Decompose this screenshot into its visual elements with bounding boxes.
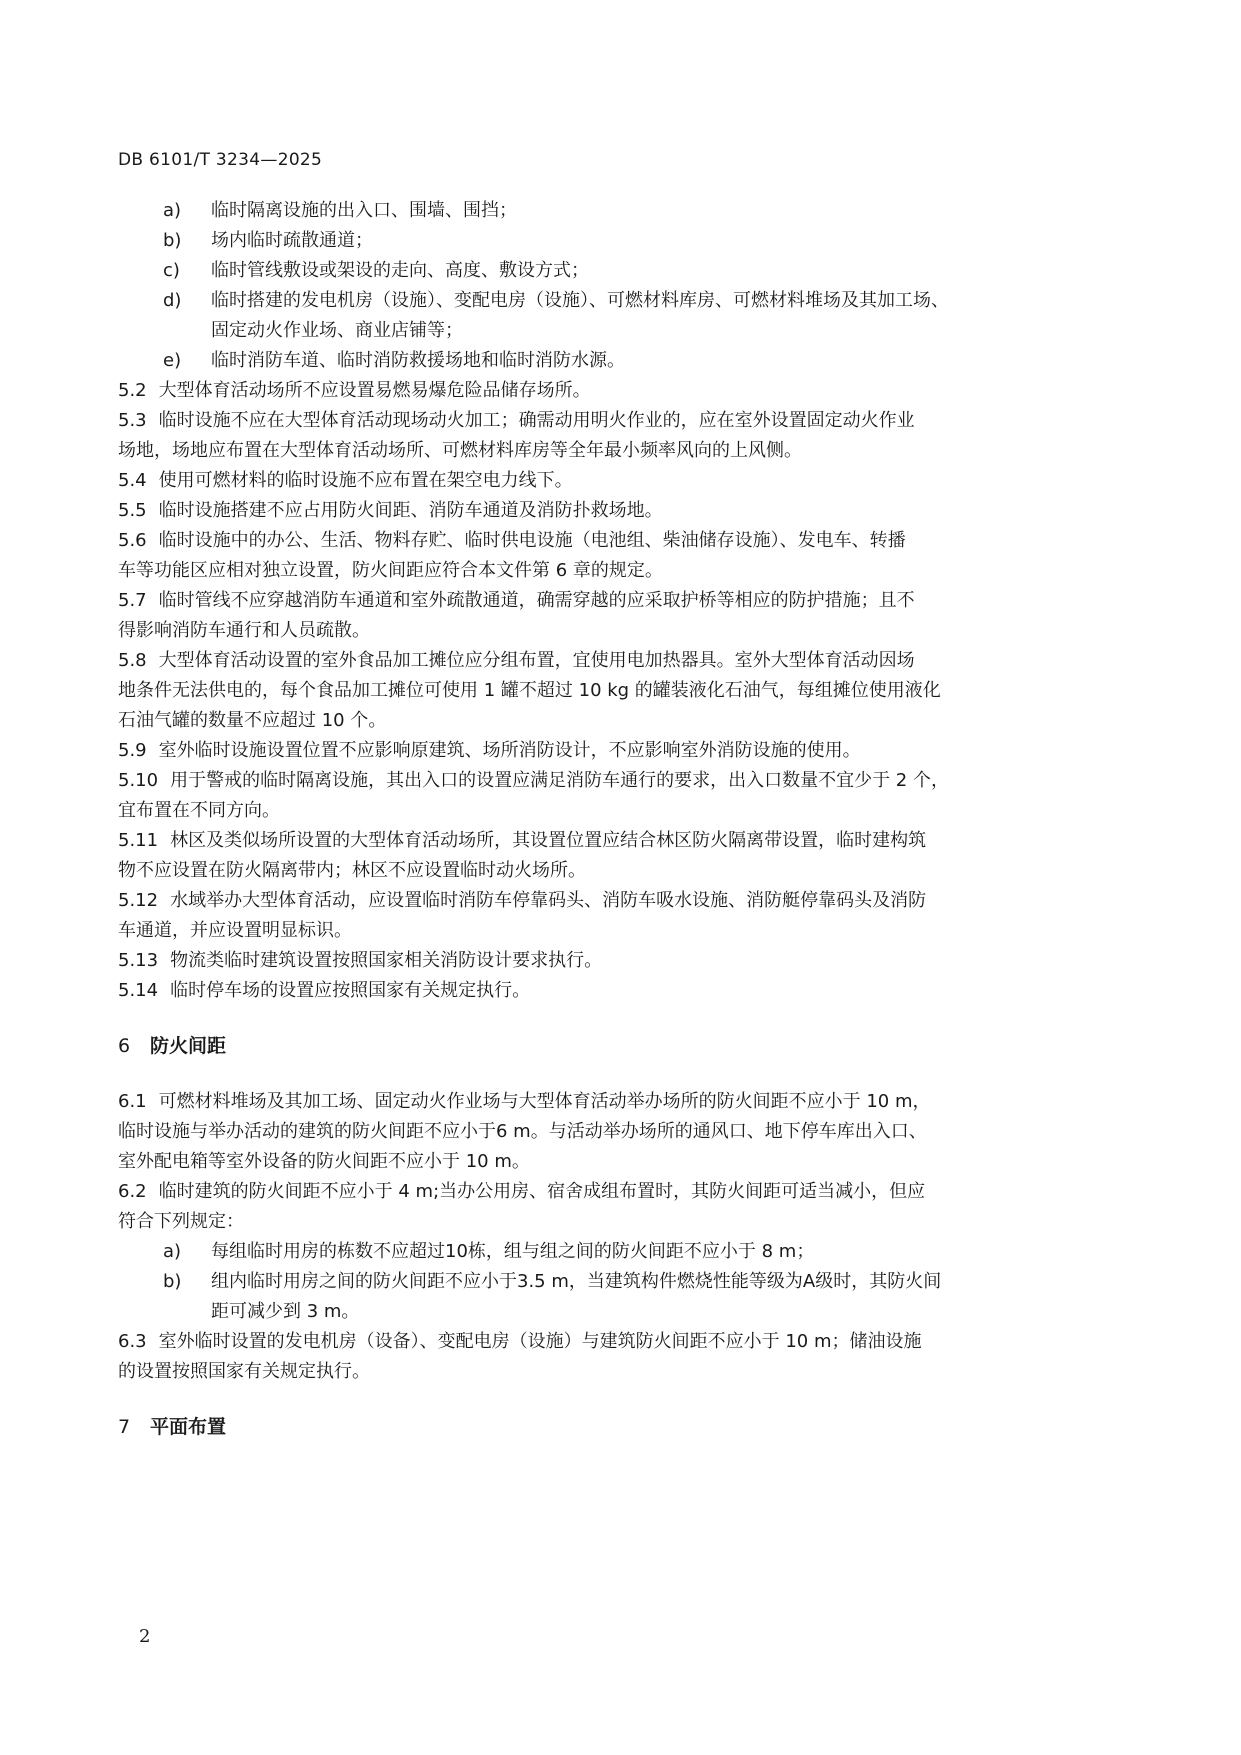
clause-number: 5.8 [118, 650, 147, 671]
clause-5-4: 5.4 使用可燃材料的临时设施不应布置在架空电力线下。 [118, 466, 1098, 496]
clause-5-11: 5.11 林区及类似场所设置的大型体育活动场所，其设置位置应结合林区防火隔离带设置，临时建构筑 物不应设置在防火隔离带内；林区不应设置临时动火场所。 [118, 826, 1098, 886]
clause-5-10: 5.10 用于警戒的临时隔离设施，其出入口的设置应满足消防车通行的要求，出入口数量不宜少于 2 个， 宜布置在不同方向。 [118, 766, 1098, 826]
clause-number: 5.5 [118, 500, 147, 521]
list-item: b) 场内临时疏散通道； [163, 230, 373, 251]
clause-number: 5.3 [118, 410, 147, 431]
clause-5-8: 5.8 大型体育活动设置的室外食品加工摊位应分组布置，宜使用电加热器具。室外大型体育活动因场 地条件无法供电的，每个食品加工摊位可使用 1 罐不超过 10 kg 的罐装液化石油气，每组摊位使用液化 石油气罐的数量不应超过 10 个。 [118, 646, 1098, 736]
list-item: d) 临时搭建的发电机房（设施）、变配电房（设施）、可燃材料库房、可燃材料堆场及其加工场、 [163, 290, 949, 311]
clause-5-2: 5.2 大型体育活动场所不应设置易燃易爆危险品储存场所。 [118, 376, 1098, 406]
clause-6-1: 6.1 可燃材料堆场及其加工场、固定动火作业场与大型体育活动举办场所的防火间距不应小于 10 m， 临时设施与举办活动的建筑的防火间距不应小于6 m。与活动举办场所的通风口、地下停车库出入口、 室外配电箱等室外设备的防火间距不应小于 10 m。 [118, 1087, 1098, 1177]
clause-number: 5.14 [118, 980, 159, 1001]
clause-5-3: 5.3 临时设施不应在大型体育活动现场动火加工；确需动用明火作业的，应在室外设置固定动火作业 场地，场地应布置在大型体育活动场所、可燃材料库房等全年最小频率风向的上风侧。 [118, 406, 1098, 466]
clause-number: 6.2 [118, 1181, 147, 1202]
clause-number: 5.6 [118, 530, 147, 551]
section-heading-6: 6 防火间距 [118, 1035, 227, 1057]
page-number: 2 [139, 1626, 151, 1647]
clause-number: 5.4 [118, 470, 147, 491]
list-6-2 [118, 1237, 1098, 1327]
clause-6-3: 6.3 室外临时设置的发电机房（设备）、变配电房（设施）与建筑防火间距不应小于 10 m；储油设施 的设置按照国家有关规定执行。 [118, 1327, 1098, 1387]
clause-5-13: 5.13 物流类临时建筑设置按照国家相关消防设计要求执行。 [118, 946, 1098, 976]
list-item: b) 组内临时用房之间的防火间距不应小于3.5 m，当建筑构件燃烧性能等级为A级时，其防火间 [163, 1271, 942, 1292]
list-item-continuation: 固定动火作业场、商业店铺等； [211, 320, 463, 341]
clause-5-14: 5.14 临时停车场的设置应按照国家有关规定执行。 [118, 976, 1098, 1006]
list-item: a) 每组临时用房的栋数不应超过10栋，组与组之间的防火间距不应小于 8 m； [163, 1241, 815, 1262]
clause-number: 5.2 [118, 380, 147, 401]
clause-number: 5.10 [118, 770, 159, 791]
clause-number: 5.9 [118, 740, 147, 761]
list-item-continuation: 距可减少到 3 m。 [211, 1301, 360, 1322]
clause-number: 5.13 [118, 950, 159, 971]
list-5-1 [118, 196, 1098, 376]
clause-number: 6.3 [118, 1331, 147, 1352]
page-body [118, 196, 1098, 1442]
clause-5-6: 5.6 临时设施中的办公、生活、物料存贮、临时供电设施（电池组、柴油储存设施）、发电车、转播 车等功能区应相对独立设置，防火间距应符合本文件第 6 章的规定。 [118, 526, 1098, 586]
clause-number: 5.11 [118, 830, 159, 851]
clause-5-5: 5.5 临时设施搭建不应占用防火间距、消防车通道及消防扑救场地。 [118, 496, 1098, 526]
clause-6-2: 6.2 临时建筑的防火间距不应小于 4 m;当办公用房、宿舍成组布置时，其防火间距可适当减小，但应 符合下列规定： [118, 1177, 1098, 1237]
clause-5-9: 5.9 室外临时设施设置位置不应影响原建筑、场所消防设计，不应影响室外消防设施的使用。 [118, 736, 1098, 766]
list-item: e) 临时消防车道、临时消防救援场地和临时消防水源。 [163, 350, 625, 371]
list-item: c) 临时管线敷设或架设的走向、高度、敷设方式； [163, 260, 589, 281]
clause-number: 6.1 [118, 1091, 147, 1112]
clause-5-12: 5.12 水域举办大型体育活动，应设置临时消防车停靠码头、消防车吸水设施、消防艇停靠码头及消防 车通道，并应设置明显标识。 [118, 886, 1098, 946]
document-code: DB 6101/T 3234—2025 [118, 150, 323, 170]
section-heading-7: 7 平面布置 [118, 1416, 227, 1438]
list-item: a) 临时隔离设施的出入口、围墙、围挡； [163, 200, 517, 221]
clause-number: 5.7 [118, 590, 147, 611]
clause-5-7: 5.7 临时管线不应穿越消防车通道和室外疏散通道，确需穿越的应采取护桥等相应的防护措施；且不 得影响消防车通行和人员疏散。 [118, 586, 1098, 646]
clause-number: 5.12 [118, 890, 159, 911]
